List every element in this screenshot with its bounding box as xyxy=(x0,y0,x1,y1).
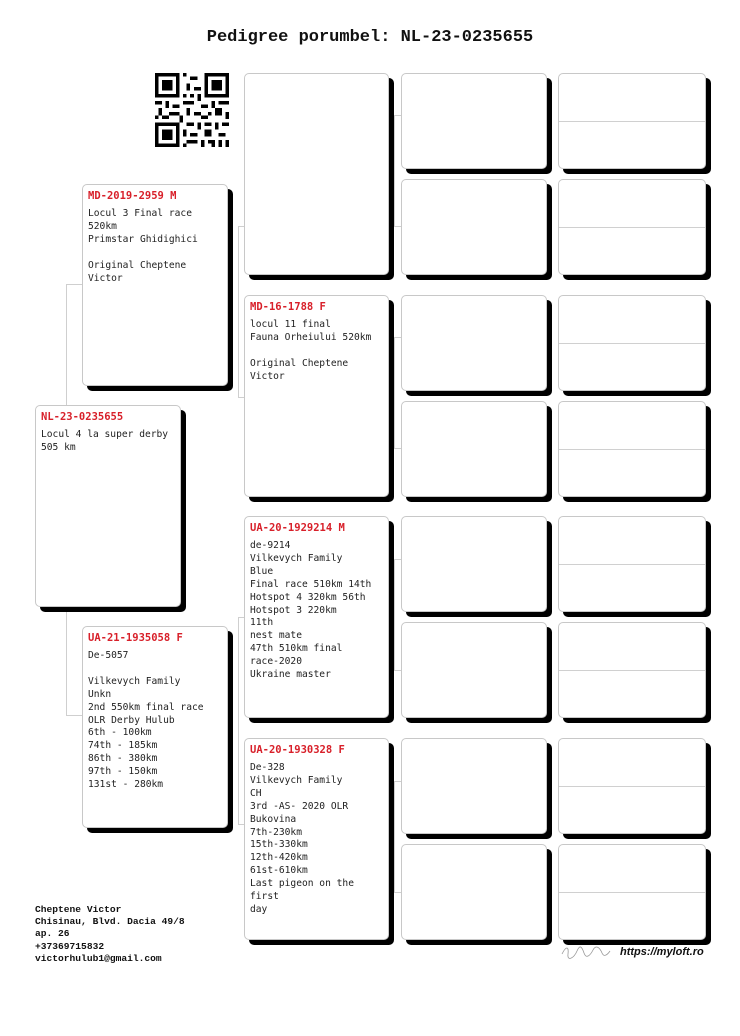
owner-email: victorhulub1@gmail.com xyxy=(35,952,162,964)
gen5-card xyxy=(558,401,706,497)
sire-sire-card xyxy=(244,73,389,275)
gen4-card xyxy=(401,73,547,169)
gen5-card xyxy=(558,179,706,275)
gen4-card xyxy=(401,401,547,497)
subject-ring-number: NL-23-0235655 xyxy=(41,411,124,423)
gen4-card xyxy=(401,844,547,940)
dam-sire-ring-number: UA-20-1929214 M xyxy=(250,522,345,534)
sire-notes: Locul 3 Final race 520km Primstar Ghidighici Original Cheptene Victor xyxy=(88,208,198,284)
gen4-card xyxy=(401,295,547,391)
subject-pigeon-card xyxy=(35,405,181,607)
dam-card xyxy=(82,626,228,828)
owner-info xyxy=(35,904,185,965)
owner-address: Chisinau, Blvd. Dacia 49/8 xyxy=(35,916,185,928)
gen5-card xyxy=(558,622,706,718)
gen5-card xyxy=(558,844,706,940)
sire-dam-notes: locul 11 final Fauna Orheiului 520km Original Cheptene Victor xyxy=(250,319,372,382)
dam-ring-number: UA-21-1935058 F xyxy=(88,632,183,644)
gen4-card xyxy=(401,516,547,612)
page-title: Pedigree porumbel: NL-23-0235655 xyxy=(206,28,534,47)
dam-dam-notes: De-328 Vilkevych Family CH 3rd -AS- 2020 OLR Bukovina 7th-230km 15th-330km 12th-420km 61st-610km Last pigeon on the first day xyxy=(250,762,354,915)
gen4-card xyxy=(401,622,547,718)
signature-icon xyxy=(560,942,612,960)
gen5-card xyxy=(558,73,706,169)
qr-code-icon xyxy=(155,73,229,147)
gen5-card xyxy=(558,295,706,391)
dam-sire-card xyxy=(244,516,389,718)
owner-name: Cheptene Victor xyxy=(35,904,122,915)
gen5-card xyxy=(558,738,706,834)
gen4-card xyxy=(401,738,547,834)
subject-notes: Locul 4 la super derby 505 km xyxy=(41,429,169,453)
sire-ring-number: MD-2019-2959 M xyxy=(88,190,177,202)
website-link[interactable]: https://myloft.ro xyxy=(620,946,704,958)
dam-dam-ring-number: UA-20-1930328 F xyxy=(250,744,345,756)
dam-dam-card xyxy=(244,738,389,940)
gen5-card xyxy=(558,516,706,612)
sire-dam-card xyxy=(244,295,389,497)
owner-address-line2: ap. 26 xyxy=(35,928,70,940)
owner-phone: +37369715832 xyxy=(35,940,105,952)
dam-notes: De-5057 Vilkevych Family Unkn 2nd 550km final race OLR Derby Hulub 6th - 100km 74th - 185km 86th - 380km 97th - 150km 131st - 280km xyxy=(88,650,204,791)
gen4-card xyxy=(401,179,547,275)
sire-card xyxy=(82,184,228,386)
sire-dam-ring-number: MD-16-1788 F xyxy=(250,301,326,313)
dam-sire-notes: de-9214 Vilkevych Family Blue Final race 510km 14th Hotspot 4 320km 56th Hotspot 3 220km 11th nest mate 47th 510km final race-2020 Ukraine master xyxy=(250,540,372,681)
